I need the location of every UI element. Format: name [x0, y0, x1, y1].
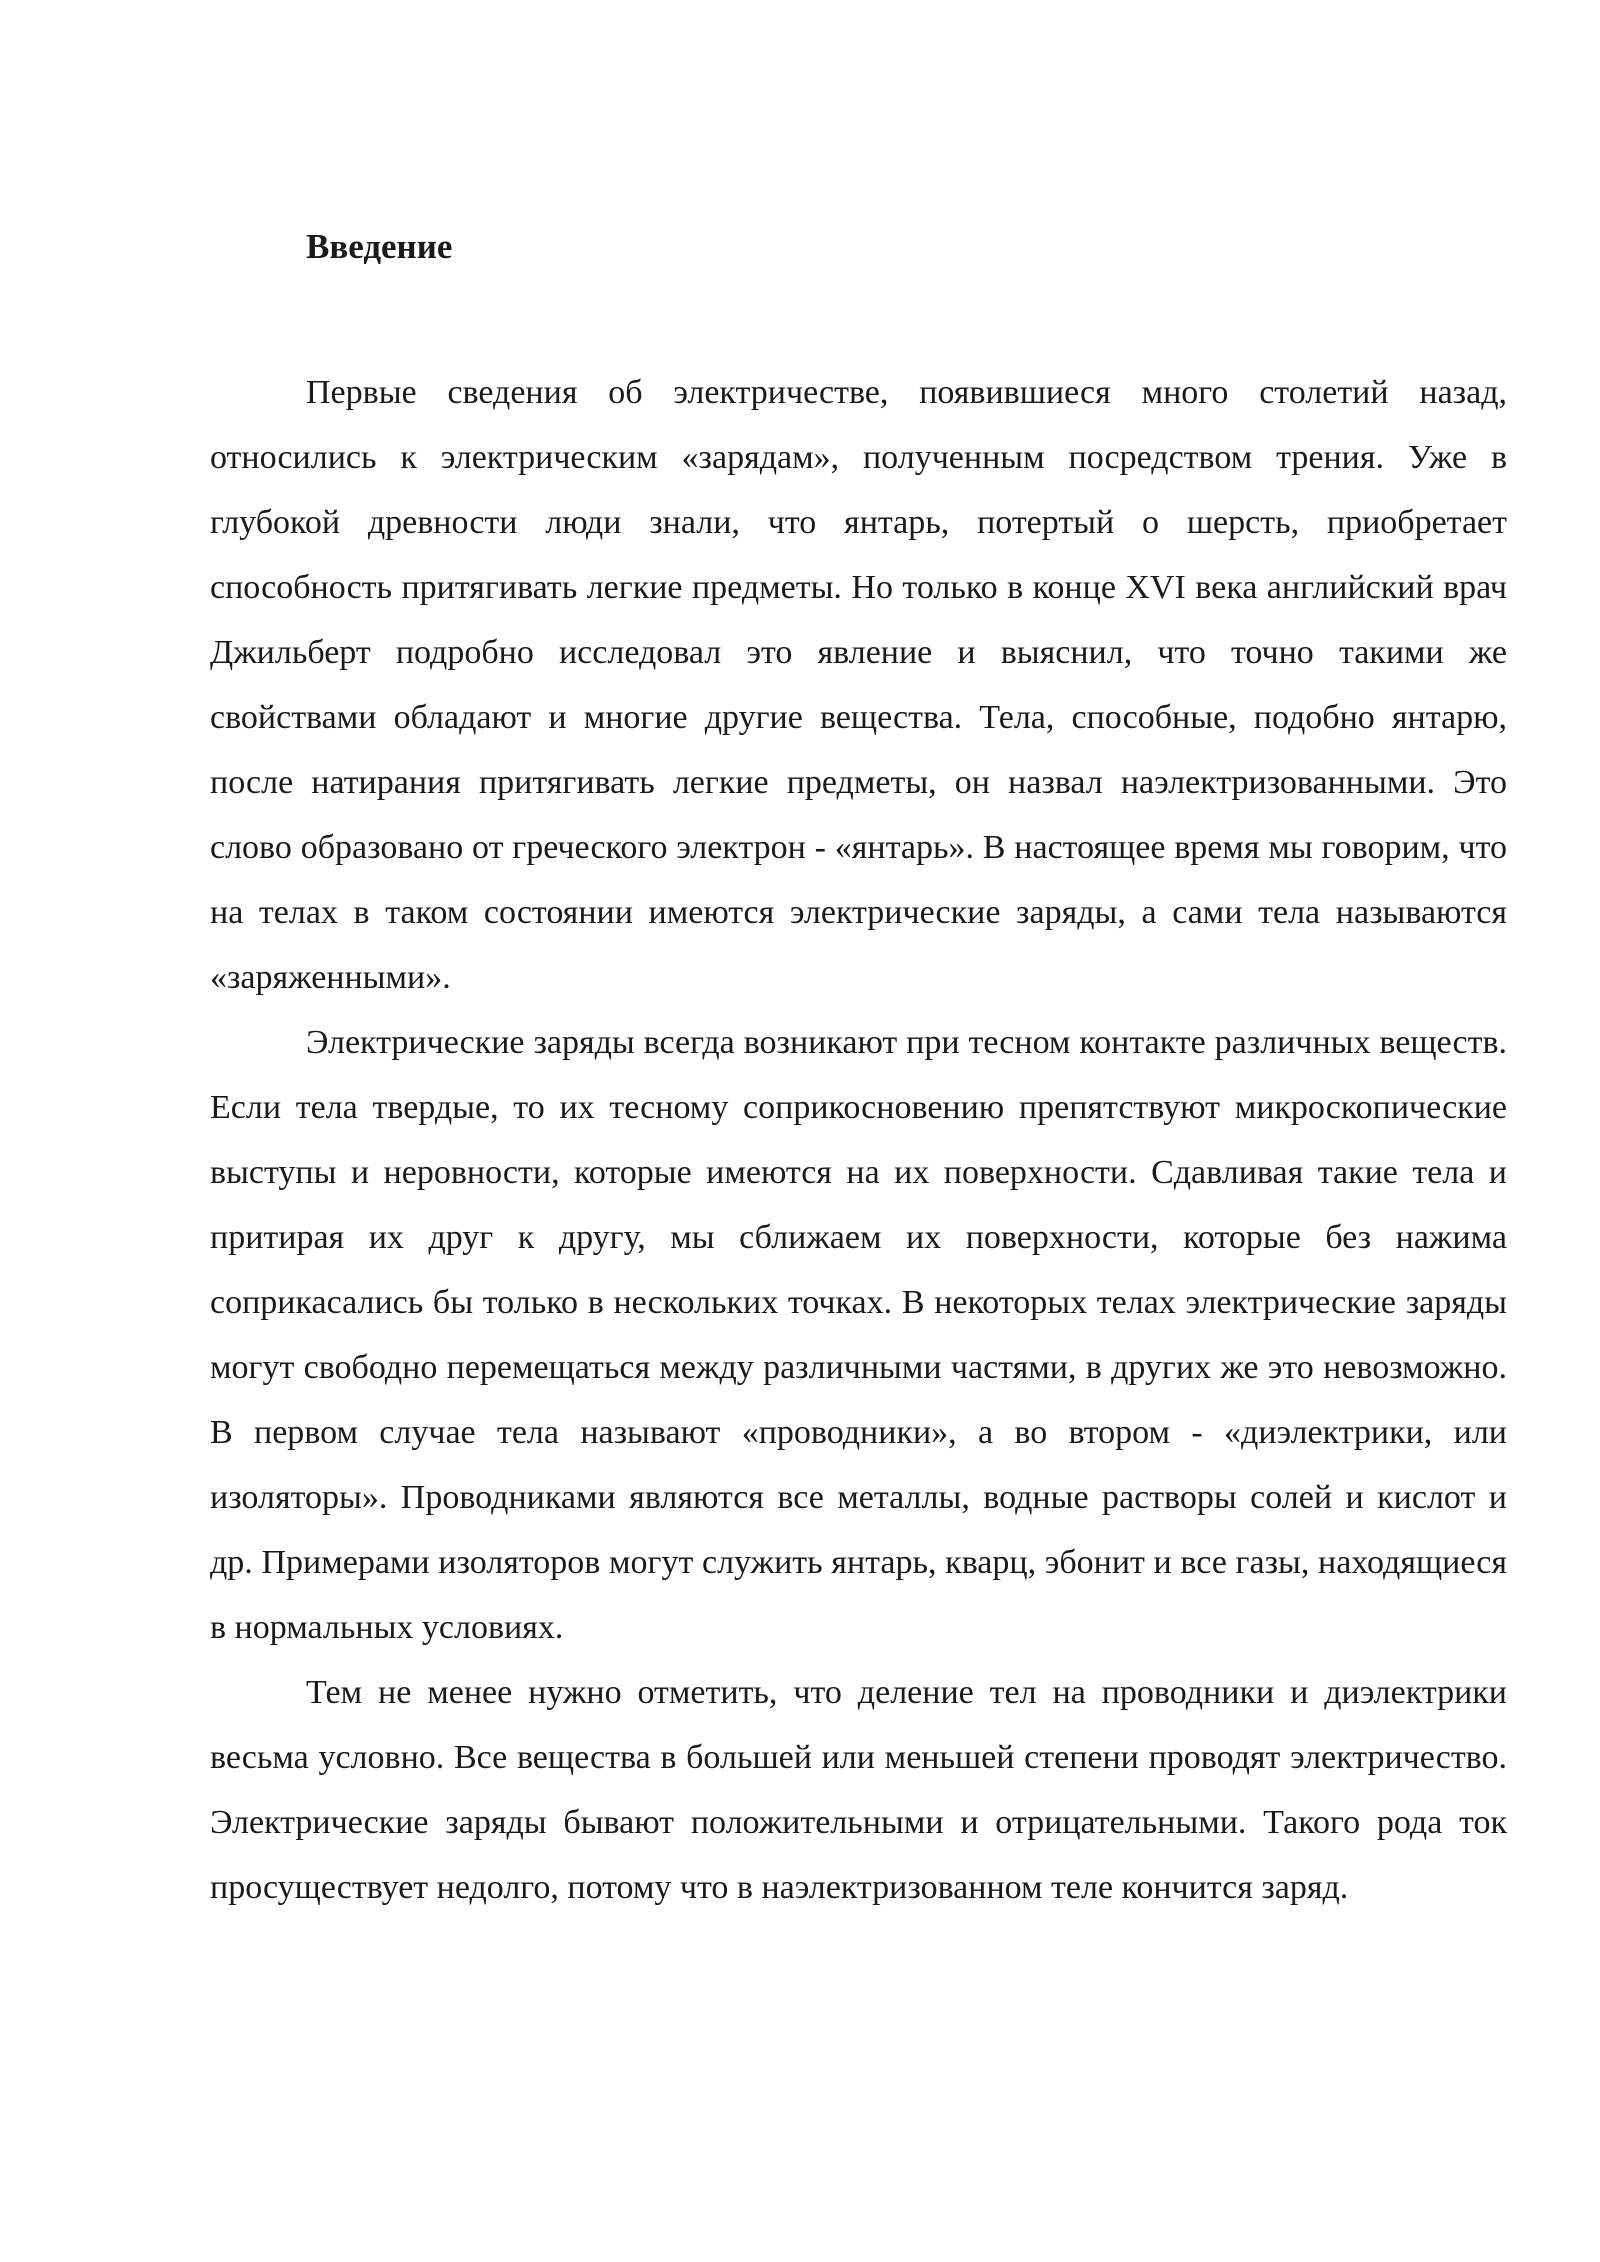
paragraph-3: Тем не менее нужно отметить, что деление тел на проводники и диэлектрики весьма условно. Все вещества в большей или меньшей степени проводят электричество. Электрические заряды бывают положительными и отрицательными. Такого рода ток просуществует недолго, потому что в наэлектризованном теле кончится заряд. [210, 1674, 1507, 1906]
paragraph-1: Первые сведения об электричестве, появившиеся много столетий назад, относились к электрическим «зарядам», полученным посредством трения. Уже в глубокой древности люди знали, что янтарь, потертый о шерсть, приобретает способность притягивать легкие предметы. Но только в конце XVI века английский врач Джильберт подробно исследовал это явление и выяснил, что точно такими же свойствами обладают и многие другие вещества. Тела, способные, подобно янтарю, после натирания притягивать легкие предметы, он назвал наэлектризованными. Это слово образовано от греческого электрон - «янтарь». В настоящее время мы говорим, что на телах в таком состоянии имеются электрические заряды, а сами тела называются «заряженными». [210, 374, 1507, 996]
body-text [210, 360, 1507, 1920]
paragraph-2: Электрические заряды всегда возникают при тесном контакте различных веществ. Если тела твердые, то их тесному соприкосновению препятствуют микроскопические выступы и неровности, которые имеются на их поверхности. Сдавливая такие тела и притирая их друг к другу, мы сближаем их поверхности, которые без нажима соприкасались бы только в нескольких точках. В некоторых телах электрические заряды могут свободно перемещаться между различными частями, в других же это невозможно. В первом случае тела называют «проводники», а во втором - «диэлектрики, или изоляторы». Проводниками являются все металлы, водные растворы солей и кислот и др. Примерами изоляторов могут служить янтарь, кварц, эбонит и все газы, находящиеся в нормальных условиях. [210, 1024, 1507, 1646]
section-heading: Введение [306, 227, 453, 266]
